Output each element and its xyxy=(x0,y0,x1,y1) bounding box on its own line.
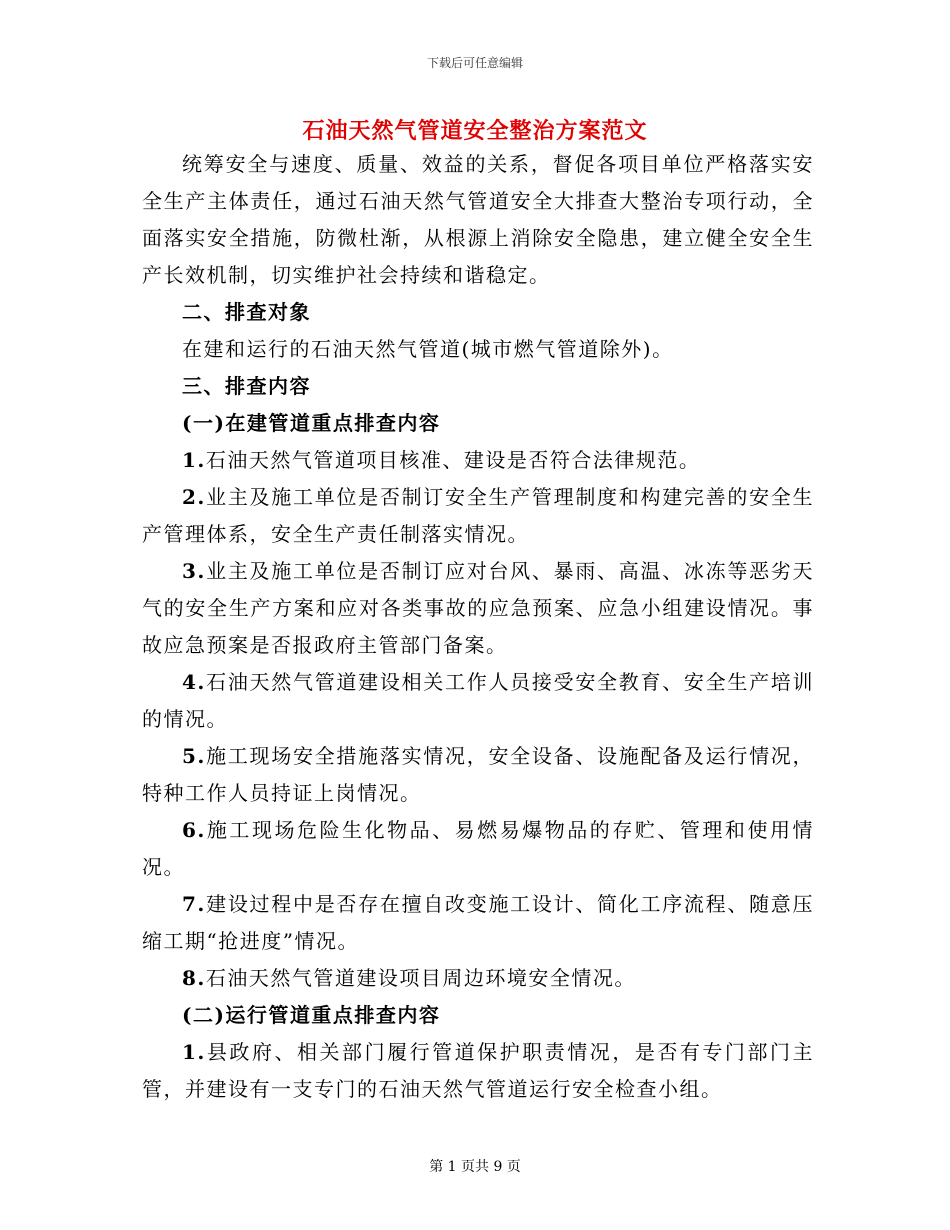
list-item xyxy=(142,479,814,553)
item-text: 业主及施工单位是否制订应对台风、暴雨、高温、冰冻等恶劣天气的安全生产方案和应对各类事故的应急预案、应急小组建设情况。事故应急预案是否报政府主管部门备案。 xyxy=(142,559,814,657)
item-number: 2. xyxy=(182,485,206,509)
item-text: 县政府、相关部门履行管道保护职责情况，是否有专门部门主管，并建设有一支专门的石油天然气管道运行安全检查小组。 xyxy=(142,1040,814,1101)
item-number: 1. xyxy=(182,448,206,472)
heading-text: (二)运行管道重点排查内容 xyxy=(182,1003,441,1027)
heading-text: (一)在建管道重点排查内容 xyxy=(182,411,441,435)
page-footer: 第 1 页共 9 页 xyxy=(429,1159,521,1175)
item-number: 6. xyxy=(182,818,206,842)
list-item xyxy=(142,553,814,664)
section-heading-3 xyxy=(142,368,814,405)
document-title: 石油天然气管道安全整治方案范文 xyxy=(302,118,648,144)
item-text: 业主及施工单位是否制订安全生产管理制度和构建完善的安全生产管理体系，安全生产责任制落实情况。 xyxy=(142,485,814,546)
list-item xyxy=(142,1034,814,1108)
heading-text: 三、排查内容 xyxy=(182,374,311,398)
item-number: 7. xyxy=(182,892,206,916)
item-text: 施工现场危险生化物品、易燃易爆物品的存贮、管理和使用情况。 xyxy=(142,818,814,879)
paragraph-text: 统筹安全与速度、质量、效益的关系，督促各项目单位严格落实安全生产主体责任，通过石油天然气管道安全大排查大整治专项行动，全面落实安全措施，防微杜渐，从根源上消除安全隐患，建立健全安全生产长效机制，切实维护社会持续和谐稳定。 xyxy=(142,152,814,287)
paragraph-intro xyxy=(142,146,814,294)
page-header-note: 下载后可任意编辑 xyxy=(426,56,523,70)
paragraph-text: 在建和运行的石油天然气管道(城市燃气管道除外)。 xyxy=(182,337,674,361)
item-text: 石油天然气管道项目核准、建设是否符合法律规范。 xyxy=(205,448,701,472)
list-item xyxy=(142,960,814,997)
item-number: 3. xyxy=(182,559,206,583)
item-text: 建设过程中是否存在擅自改变施工设计、简化工序流程、随意压缩工期“抢进度”情况。 xyxy=(142,892,814,953)
document-body xyxy=(142,146,814,1108)
item-text: 石油天然气管道建设相关工作人员接受安全教育、安全生产培训的情况。 xyxy=(142,670,814,731)
list-item xyxy=(142,442,814,479)
item-text: 石油天然气管道建设项目周边环境安全情况。 xyxy=(205,966,636,990)
subsection-heading-1 xyxy=(142,405,814,442)
heading-text: 二、排查对象 xyxy=(182,300,311,324)
item-number: 5. xyxy=(182,744,206,768)
list-item xyxy=(142,664,814,738)
list-item xyxy=(142,738,814,812)
item-number: 1. xyxy=(182,1040,206,1064)
list-item xyxy=(142,886,814,960)
section-heading-2 xyxy=(142,294,814,331)
subsection-heading-2 xyxy=(142,997,814,1034)
item-text: 施工现场安全措施落实情况，安全设备、设施配备及运行情况，特种工作人员持证上岗情况。 xyxy=(142,744,814,805)
paragraph-scope xyxy=(142,331,814,368)
item-number: 8. xyxy=(182,966,206,990)
item-number: 4. xyxy=(182,670,206,694)
list-item xyxy=(142,812,814,886)
